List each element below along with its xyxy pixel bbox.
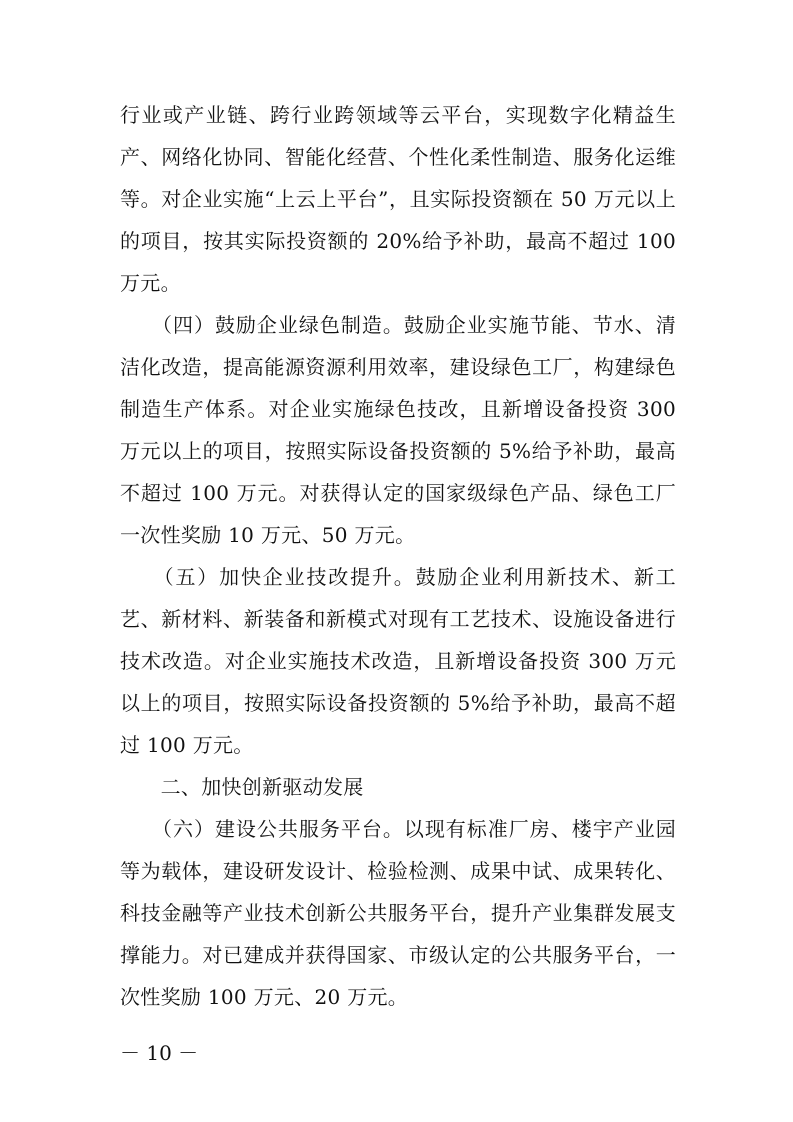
document-body xyxy=(120,94,683,1018)
paragraph-continued-cloud-platform: 行业或产业链、跨行业跨领域等云平台，实现数字化精益生产、网络化协同、智能化经营、个性化柔性制造、服务化运维等。对企业实施“上云上平台”，且实际投资额在 50 万元以上的项目，按其实际投资额的 20%给予补助，最高不超过 100 万元。 xyxy=(120,103,683,295)
paragraph-green-manufacturing: （四）鼓励企业绿色制造。鼓励企业实施节能、节水、清洁化改造，提高能源资源利用效率，建设绿色工厂，构建绿色制造生产体系。对企业实施绿色技改，且新增设备投资 300 万元以上的项目，按照实际设备投资额的 5%给予补助，最高不超过 100 万元。对获得认定的国家级绿色产品、绿色工厂一次性奖励 10 万元、50 万元。 xyxy=(120,313,683,547)
paragraph-public-service-platform: （六）建设公共服务平台。以现有标准厂房、楼宇产业园等为载体，建设研发设计、检验检测、成果中试、成果转化、科技金融等产业技术创新公共服务平台，提升产业集群发展支撑能力。对已建成并获得国家、市级认定的公共服务平台，一次性奖励 100 万元、20 万元。 xyxy=(120,817,676,1009)
section-heading-innovation: 二、加快创新驱动发展 xyxy=(120,775,364,799)
page-number: － 10 － xyxy=(120,1041,199,1065)
paragraph-tech-upgrade: （五）加快企业技改提升。鼓励企业利用新技术、新工艺、新材料、新装备和新模式对现有工艺技术、设施设备进行技术改造。对企业实施技术改造，且新增设备投资 300 万元以上的项目，按照实际设备投资额的 5%给予补助，最高不超过 100 万元。 xyxy=(120,565,676,757)
